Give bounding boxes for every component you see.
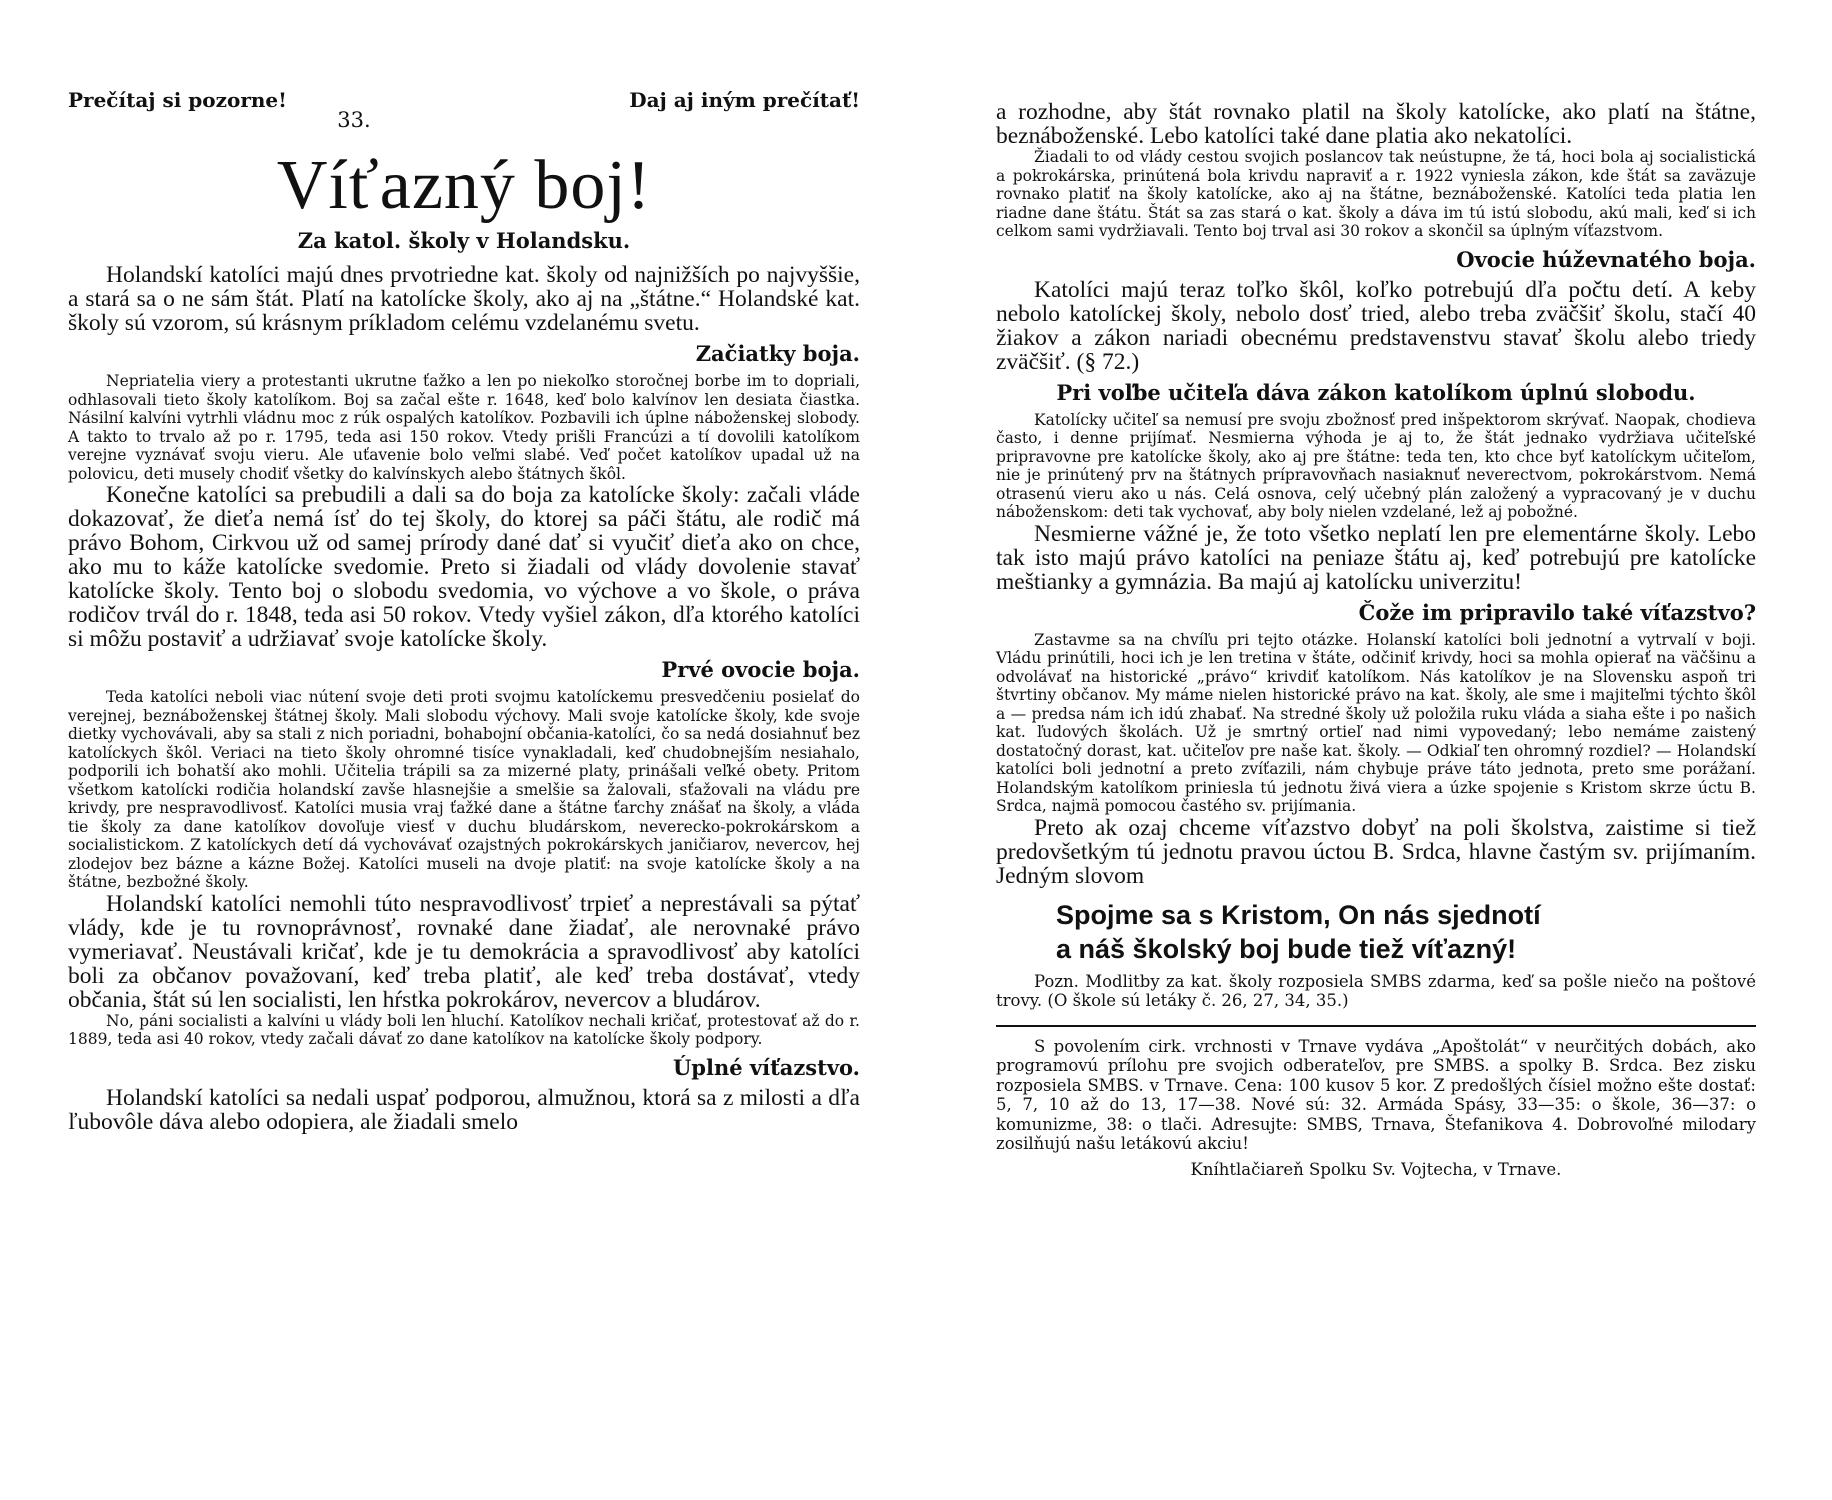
section-heading-what-prepared: Čože im pripravilo také víťazstvo? <box>1358 599 1756 625</box>
paragraph-reflection: Zastavme sa na chvíľu pri tejto otázke. Holanskí katolíci boli jednotní a vytrvalí v boji. Vládu prinútili, hoci ich je len tretina v štáte, odčiniť krivdy, hoci sa mohla opierať na väčšinu a odvolávať na historické „právo“ krivdiť katolíkom. Nás katolíkov je na Slovensku aspoň tri štvrtiny občanov. My máme nielen historické právo na kat. školy, ale sme i majiteľmi týchto škôl a — predsa nám ich idú zhabať. Na stredné školy už položila ruku vláda a siaha ešte i po našich kat. ľudových školách. Už je smrtný ortieľ nad nimi vypovedaný; lebo nemáme zaistený dostatočný dorast, kat. učiteľov pre naše kat. školy. — Odkiaľ ten ohromný rozdiel? — Holandskí katolíci boli jednotní a preto zvíťazili, nám chybuje práve táto jednota, preto sme porážaní. Holandským katolíkom priniesla tú jednotu živá viera a úzke spojenie s Kristom skrze úctu B. Srdca, najmä pomocou častého sv. prijímania. <box>996 630 1756 815</box>
paragraph-persistence: Holandskí katolíci sa nedali uspať podporou, almužnou, ktorá sa z milosti a dľa ľubovôle dáva alebo odopiera, ale žiadali smelo <box>68 1084 860 1135</box>
paragraph-teachers: Katolícky učiteľ sa nemusí pre svoju zbožnosť pred inšpektorom skrývať. Naopak, chodieva často, i denne prijímať. Nesmierna výhoda je aj to, že štát jednako vydržiava učiteľské pripravovne pre katolícke školy, ako aj pre štátne: teda ten, kto chce byť katolíckym učiteľom, nie je prinútený prv na štátnych prípravovňach nasiaknuť neverectvom, pokrokárstvom. Nemá otrasenú vieru ako u nás. Celá osnova, celý učebný plán založený a vypracovaný je v duchu náboženskom: deti tak vychovať, aby boly nielen vzdelané, lež aj pobožné. <box>996 410 1756 521</box>
closing-slogan-line-2: a náš školský boj bude tiež víťazný! <box>1056 933 1517 964</box>
left-column <box>68 88 860 1134</box>
section-heading-teacher-choice: Pri voľbe učiteľa dáva zákon katolíkom úplnú slobodu. <box>1056 379 1696 405</box>
share-slogan: Daj aj iným prečítať! <box>629 88 860 112</box>
closing-slogan-line-1: Spojme sa s Kristom, On nás sjednotí <box>1056 899 1541 930</box>
paragraph-law-1922: Žiadali to od vlády cestou svojich poslancov tak neústupne, že tá, hoci bola aj socialistická a pokrokárska, prinútená bola krivdu napraviť a r. 1922 vyniesla zákon, kde štát sa zaväzuje rovnako platiť na školy katolícke, ako aj na štátne, beznáboženské. Katolíci teda platia len riadne dane štátu. Štát sa zas stará o kat. školy a dáva im tú istú slobodu, akú mali, keď si ich celkom sami vydržiavali. Tento boj trval asi 30 rokov a skončil sa úplným víťazstvom. <box>996 148 1756 240</box>
section-heading-full-victory: Úplné víťazstvo. <box>672 1054 860 1080</box>
section-heading-beginnings: Začiatky boja. <box>695 341 860 366</box>
right-column <box>996 100 1756 1179</box>
paragraph-higher-schools: Nesmierne vážné je, že toto všetko neplatí len pre elementárne školy. Lebo tak isto majú právo katolíci na peniaze štátu aj, keď potrebujú pre katolícke meštianky a gymnázia. Ba majú aj katolícku univerzitu! <box>996 520 1756 595</box>
printer-credit: Kníhtlačiareň Spolku Sv. Vojtecha, v Trnave. <box>1190 1159 1562 1179</box>
right-page <box>916 0 1832 1500</box>
paragraph-intro: Holandskí katolíci majú dnes prvotriedne kat. školy od najnižších po najvyššie, a stará sa o ne sám štát. Platí na katolícke školy, ako aj na „štátne.“ Holandské kat. školy sú vzorom, sú krásnym príkladom celému vzdelanému svetu. <box>68 262 860 336</box>
paragraph-first-fruits: Teda katolíci neboli viac nútení svoje deti proti svojmu katolíckemu presvedčeniu posielať do verejnej, beznáboženskej štátnej školy. Mali slobodu výchovy. Mali svoje katolícke školy, kde svoje dietky vychovávali, aby sa stali z nich poriadni, bohabojní občania-katolíci, čo sa nedá dosiahnuť bez katolíckych škôl. Veriaci na tieto školy ohromné tisíce vynakladali, keď chudobnejším nesiahalo, podporili ich bohatší ako mohli. Učitelia trápili sa za mizerné platy, prinášali veľké obety. Pritom všetkom katolícki rodičia holandskí zavše hlasnejšie a smelšie sa žalovali, sťažovali na vládu pre krivdy, pre nespravodlivosť. Katolíci musia vraj ťažké dane a štátne ťarchy znášať na školy, a vláda tie školy za dane katolíkov dovoľuje viesť v duchu bludárskom, neverecko-pokrokárskom a socialistickom. Z katolíckych detí dá vychovávať ozajstných pokrokárskych janičiarov, nevercov, hej zlodejov bez bázne a kázne Božej. Katolíci museli na dvoje platiť: na svoje katolícke školy a na štátne, bezbožné školy. <box>68 688 860 891</box>
read-carefully-slogan: Prečítaj si pozorne! <box>68 88 287 112</box>
section-heading-fruit-of-struggle: Ovocie húževnatého boja. <box>1456 246 1756 272</box>
leaflet-number: 33. <box>337 108 371 132</box>
closing-slogan <box>1056 898 1756 966</box>
top-line <box>68 88 860 126</box>
prayer-note: Pozn. Modlitby za kat. školy rozposiela SMBS zdarma, keď sa pošle niečo na poštové trovy. (O škole sú letáky č. 26, 27, 34, 35.) <box>996 971 1756 1010</box>
paragraph-equal-pay: a rozhodne, aby štát rovnako platil na školy katolícke, ako platí na štátne, beznáboženské. Lebo katolíci také dane platia ako nekatolíci. <box>996 99 1756 149</box>
page-subtitle: Za katol. školy v Holandsku. <box>297 228 631 253</box>
publisher-imprint: S povolením cirk. vrchnosti v Trnave vydáva „Apoštolát“ v neurčitých dobách, ako programovú prílohu pre svojich odberateľov, pre SMBS. a spolky B. Srdca. Bez zisku rozposiela SMBS. v Trnave. Cena: 100 kusov 5 kor. Z predošlých čísiel možno ešte dostať: 5, 7, 10 až do 13, 17—38. Nové sú: 32. Armáda Spásy, 33—35: o škole, 36—37: o komunizme, 38: o tlači. Adresujte: SMBS, Trnava, Štefanikova 4. Dobrovoľné milodary zosilňujú našu letákovú akciu! <box>996 1036 1756 1153</box>
paragraph-awakening: Konečne katolíci sa prebudili a dali sa do boja za katolícke školy: začali vláde dokazovať, že dieťa nemá ísť do tej školy, do ktorej sa páči štátu, ale rodič má právo Bohom, Cirkvou už od samej prírody dané dať si vyučiť dieťa ako on chce, ako mu to káže katolícke svedomie. Preto si žiadali od vlády dovolenie stavať katolícke školy. Tento boj o slobodu svedomia, vo výchove a vo škole, o práva rodičov trvál do r. 1848, teda asi 50 rokov. Vtedy vyšiel zákon, dľa ktorého katolíci si môžu postaviť a udržiavať svoje katolícke školy. <box>68 482 860 652</box>
section-heading-first-fruits: Prvé ovocie boja. <box>661 657 860 682</box>
paragraph-history: Nepriatelia viery a protestanti ukrutne ťažko a len po niekoľko storočnej borbe im to dopriali, odhlasovali tieto školy katolíkom. Boj sa začal ešte r. 1648, keď bolo kalvínov len desiata čiastka. Násilní kalvíni vytrhli vládnu moc z rúk ospalých katolíkov. Pozbavili ich úplne náboženskej slobody. A takto to trvalo až po r. 1795, teda asi 150 rokov. Vtedy prišli Francúzi a tí dovolili katolíkom verejne vyznávať svoju vieru. Ale uťavenie bolo veľmi slabé. Veď počet katolíkov upadal už na polovicu, deti musely chodiť všetky do kalvínskych alebo štátnych škôl. <box>68 372 860 483</box>
paragraph-socialists: No, páni socialisti a kalvíni u vlády boli len hluchí. Katolíkov nechali kričať, protestovať až do r. 1889, teda asi 40 rokov, vtedy začali dávať zo dane katolíkov na katolícke školy podpory. <box>68 1011 860 1048</box>
divider <box>996 1025 1756 1027</box>
paragraph-injustice: Holandskí katolíci nemohli túto nespravodlivosť trpieť a neprestávali sa pýtať vlády, kde je tu rovnoprávnosť, rovnaké dane žiadať, ale nerovnaké právo vymeriavať. Neustávali kričať, kde je tu demokrácia a spravodlivosť aby katolíci boli za občanov považovaní, keď treba platiť, ale keď treba dostávať, vtedy občania, štát sú len socialisti, len hŕstka pokrokárov, nevercov a bludárov. <box>68 890 860 1013</box>
page-title: Víťazný boj! <box>276 147 652 224</box>
paragraph-call: Preto ak ozaj chceme víťazstvo dobyť na poli školstva, zaistime si tiež predovšetkým tú jednotu pravou úctou B. Srdca, hlavne častým sv. prijímaním. Jedným slovom <box>996 814 1756 889</box>
paragraph-schools-count: Katolíci majú teraz toľko škôl, koľko potrebujú dľa počtu detí. A keby nebolo katolíckej školy, nebolo dosť tried, alebo treba zväčšiť školu, stačí 40 žiakov a zákon nariadi obecnému predstavenstvu stavať školu alebo triedy zväčšiť. (§ 72.) <box>996 276 1756 375</box>
